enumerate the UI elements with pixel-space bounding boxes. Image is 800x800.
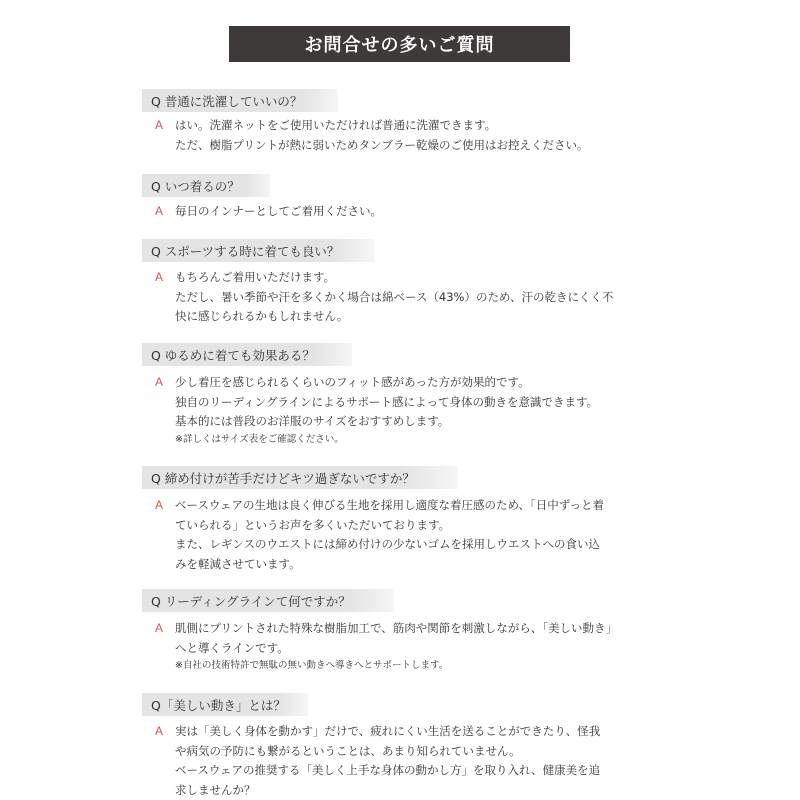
- answer-line: 肌側にプリントされた特殊な樹脂加工で、筋肉や関節を刺激しながら、「美しい動き」: [175, 621, 618, 635]
- answer-line: 基本的には普段のお洋服のサイズをおすすめします。: [175, 414, 450, 428]
- answer-line: もちろんご着用いただけます。: [175, 270, 336, 284]
- question-bar: [142, 89, 338, 112]
- answer-line: 独自のリーディングラインによるサポート感によって身体の動きを意識できます。: [175, 394, 599, 409]
- answer-mark: A: [155, 498, 164, 512]
- answer-line: 毎日のインナーとしてご着用ください。: [175, 204, 382, 218]
- question-text: Q 締め付けが苦手だけどキツ過ぎないですか？: [151, 470, 415, 486]
- question-bar: [142, 466, 458, 489]
- answer-line: へと導くラインです。: [175, 640, 289, 655]
- answer-mark: A: [155, 204, 164, 218]
- answer-body: [175, 373, 645, 448]
- answer-line: はい。洗濯ネットをご使用いただければ普通に洗濯できます。: [175, 118, 497, 132]
- question-text: Q 普通に洗濯していいの？: [151, 93, 303, 109]
- answer-body: [175, 496, 645, 574]
- page-title: お問合せの多いご質問: [229, 26, 570, 62]
- answer-line: 求しませんか？: [175, 782, 256, 797]
- answer-body: [175, 722, 645, 800]
- question-text: Q「美しい動き」とは？: [151, 697, 286, 713]
- answer-line: や病気の予防にも繋がるということは、あまり知られていません。: [175, 743, 521, 758]
- answer-line: ベースウェアの生地は良く伸びる生地を採用し適度な着圧感のため、「日中ずっと着: [175, 498, 605, 512]
- answer-line: ベースウェアの推奨する「美しく上手な身体の動かし方」を取り入れ、健康美を追: [175, 763, 601, 777]
- answer-mark: A: [155, 375, 164, 389]
- answer-line: ただし、暑い季節や汗を多くかく場合は綿ベース（43%）のため、汗の乾きにくく不: [175, 289, 614, 304]
- question-bar: [142, 589, 394, 612]
- answer-body: [175, 116, 645, 155]
- question-text: Q スポーツする時に着ても良い？: [151, 243, 340, 259]
- answer-line: ただ、樹脂プリントが熱に弱いためタンブラー乾燥のご使用はお控えください。: [175, 137, 589, 152]
- answer-mark: A: [155, 270, 164, 284]
- answer-note: ※自社の技術特許で無駄の無い動きへ導きへとサポートします。: [175, 660, 449, 671]
- answer-line: また、レギンスのウエストには締め付けの少ないゴムを採用しウエストへの食い込: [175, 537, 601, 551]
- answer-mark: A: [155, 118, 164, 132]
- answer-body: [175, 619, 645, 674]
- answer-mark: A: [155, 621, 164, 635]
- answer-line: 少し着圧を感じられるくらいのフィット感があった方が効果的です。: [175, 375, 530, 389]
- question-bar: [142, 693, 308, 716]
- question-text: Q リーディングラインて何ですか？: [151, 593, 351, 609]
- answer-line: みを軽減させています。: [175, 556, 301, 571]
- answer-body: [175, 268, 645, 327]
- question-text: Q ゆるめに着ても効果ある？: [151, 347, 315, 363]
- answer-mark: A: [155, 724, 164, 738]
- question-bar: [142, 174, 270, 197]
- answer-line: ていられる」というお声を多くいただいております。: [175, 517, 451, 532]
- question-bar: [142, 343, 352, 366]
- question-bar: [142, 239, 374, 262]
- question-text: Q いつ着るの？: [151, 178, 240, 194]
- answer-line: 実は「美しく身体を動かす」だけで、疲れにくい生活を送ることができたり、怪我: [175, 724, 601, 738]
- answer-body: [175, 202, 645, 222]
- answer-line: 快に感じられるかもしれません。: [175, 309, 349, 323]
- answer-note: ※詳しくはサイズ表をご確認ください。: [175, 433, 344, 445]
